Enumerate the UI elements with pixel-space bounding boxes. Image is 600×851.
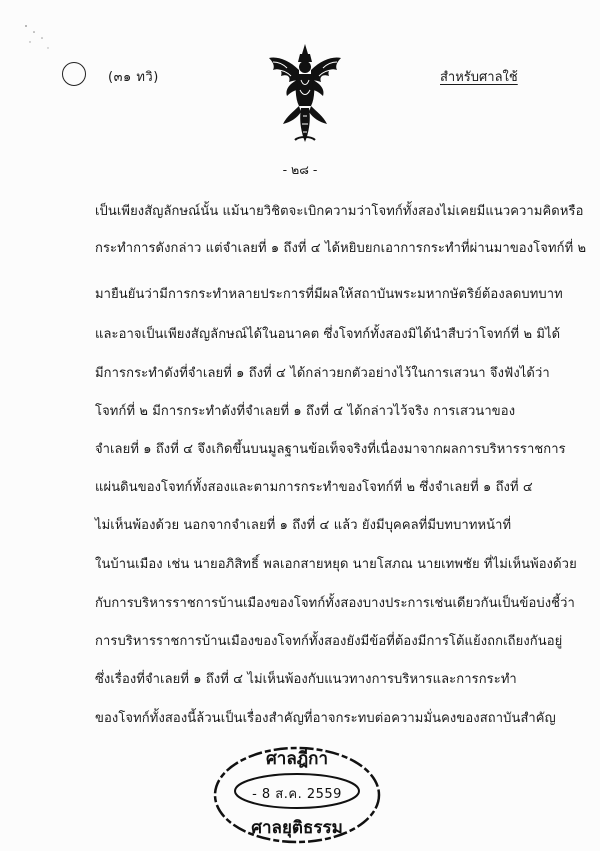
body-line: ในบ้านเมือง เช่น นายอภิสิทธิ์ พลเอกสายหยุด นายโสภณ นายเทพชัย ที่ไม่เห็นพ้องด้วย [95, 557, 577, 572]
body-line: และอาจเป็นเพียงสัญลักษณ์ได้ในอนาคต ซึ่งโจทก์ทั้งสองมิได้นำสืบว่าโจทก์ที่ ๒ มิได้ [95, 327, 561, 342]
body-line: มายืนยันว่ามีการกระทำหลายประการที่มีผลให้สถาบันพระมหากษัตริย์ต้องลดบทบาท [95, 287, 563, 302]
body-line: ของโจทก์ทั้งสองนี้ล้วนเป็นเรื่องสำคัญที่อาจกระทบต่อความมั่นคงของสถาบันสำคัญ [95, 711, 556, 726]
stamp-court-name: ศาลฎีกา [265, 749, 328, 769]
scan-specks [20, 18, 60, 58]
body-line: การบริหารราชการบ้านเมืองของโจทก์ทั้งสองยังมีข้อที่ต้องมีการโต้แย้งถกเถียงกันอยู่ [95, 634, 563, 649]
body-line: เป็นเพียงสัญลักษณ์นั้น แม้นายวิชิตจะเบิกความว่าโจทก์ทั้งสองไม่เคยมีแนวความคิดหรือ [95, 204, 584, 219]
page-number: - ๒๘ - [282, 162, 318, 177]
stamp-org-name: ศาลยุติธรรม [251, 818, 343, 838]
body-line: กระทำการดังกล่าว แต่จำเลยที่ ๑ ถึงที่ ๔ ได้หยิบยกเอาการกระทำที่ผ่านมาของโจทก์ที่ ๒ [95, 241, 587, 256]
body-line: โจทก์ที่ ๒ มีการกระทำดังที่จำเลยที่ ๑ ถึงที่ ๔ ได้กล่าวไว้จริง การเสวนาของ [95, 404, 516, 419]
punch-hole-circle [62, 62, 86, 86]
body-line: แผ่นดินของโจทก์ทั้งสองและตามการกระทำของโจทก์ที่ ๒ ซึ่งจำเลยที่ ๑ ถึงที่ ๔ [95, 480, 533, 495]
body-line: จำเลยที่ ๑ ถึงที่ ๔ จึงเกิดขึ้นบนมูลฐานข้อเท็จจริงที่เนื่องมาจากผลการบริหารราชการ [95, 442, 566, 457]
court-date-stamp [212, 745, 382, 845]
form-code: (๓๑ ทวิ) [108, 70, 159, 85]
body-line: ซึ่งเรื่องที่จำเลยที่ ๑ ถึงที่ ๔ ไม่เห็นพ้องกับแนวทางการบริหารและการกระทำ [95, 672, 517, 687]
stamp-date: - 8 ส.ค. 2559 [252, 787, 342, 802]
court-use-label: สำหรับศาลใช้ [440, 70, 518, 85]
body-line: ไม่เห็นพ้องด้วย นอกจากจำเลยที่ ๑ ถึงที่ ๔ แล้ว ยังมีบุคคลที่มีบทบาทหน้าที่ [95, 518, 512, 533]
garuda-emblem-icon [265, 40, 345, 148]
body-line: กับการบริหารราชการบ้านเมืองของโจทก์ทั้งสองบางประการเช่นเดียวกันเป็นข้อบ่งชี้ว่า [95, 596, 575, 611]
body-line: มีการกระทำดังที่จำเลยที่ ๑ ถึงที่ ๔ ได้กล่าวยกตัวอย่างไว้ในการเสวนา จึงฟังได้ว่า [95, 366, 550, 381]
